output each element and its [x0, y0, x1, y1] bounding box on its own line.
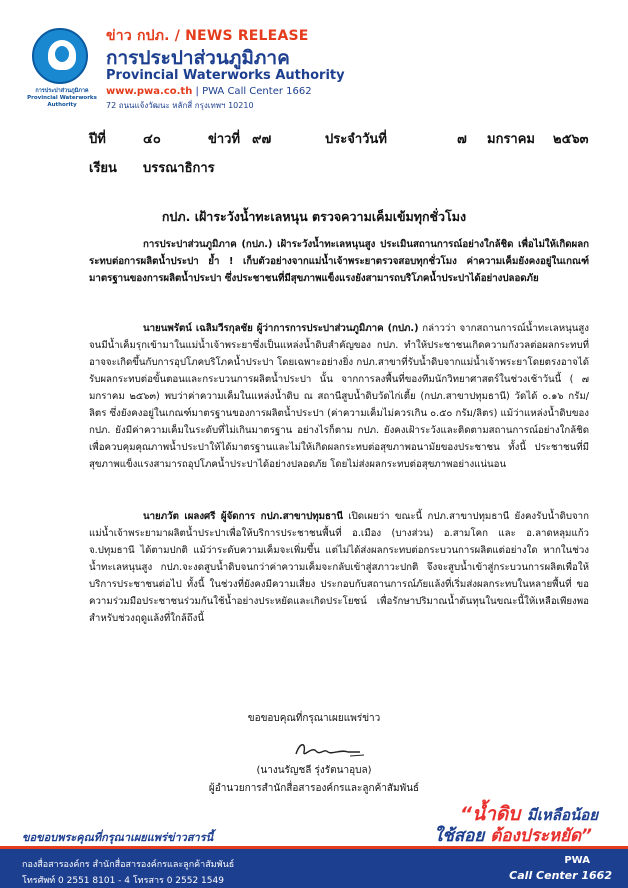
logo-caption-th: การประปาส่วนภูมิภาค — [35, 88, 89, 94]
year-value: ๔๐ — [143, 132, 161, 147]
year-label: ปีที่ — [89, 132, 106, 147]
org-address: 72 ถนนแจ้งวัฒนะ หลักสี่ กรุงเทพฯ 10210 — [106, 101, 254, 110]
footer-call-center: Call Center 1662 — [509, 869, 612, 882]
headline: กปภ. เฝ้าระวังน้ำทะเลหนุน ตรวจความเค็มเข้มทุกชั่วโมง — [161, 209, 467, 224]
logo-caption — [22, 88, 102, 109]
signer-name: (นางนรัญชลี รุ่งรัตนาอุบล) — [256, 765, 372, 776]
date-month: มกราคม — [487, 132, 535, 147]
date-day: ๗ — [457, 132, 467, 147]
footer-gratitude: ขอขอบพระคุณที่กรุณาเผยแพร่ข่าวสารนี้ — [22, 831, 214, 844]
news-release-label: ข่าว กปภ. / NEWS RELEASE — [106, 28, 309, 44]
paragraph-3-lead: นายภวัต เผลงศรี ผู้จัดการ กปภ.สาขาปทุมธานี — [143, 511, 344, 522]
slogan-b1: ใช้สอย — [433, 826, 485, 846]
call-center-text: | PWA Call Center 1662 — [195, 86, 312, 97]
slogan-b2: ต้องประหยัด” — [490, 826, 592, 846]
news-no-label: ข่าวที่ — [208, 132, 241, 147]
paragraph-3-text: เปิดเผยว่า ขณะนี้ กปภ.สาขาปทุมธานี ยังคงรับน้ำดิบจากแม่น้ำเจ้าพระยามาผลิตน้ำประปาเพื่อให้บริการประชาชนพื้นที่ อ.เมือง (บางส่วน) อ.สามโคก และ อ.ลาดหลุมแก้ว จ.ปทุมธานี ได้ตามปกติ แม้ว่าระดับความเค็มจะเพิ่มขึ้น แต่ไม่ได้ส่งผลกระทบต่อกระบวนการผลิตแต่อย่างใด หากในช่วงน้ำทะเลหนุนสูง กปภ.จะงดสูบน้ำดิบจนกว่าค่าความเค็มจะกลับเข้าสู่สภาวะปกติ จึงจะสูบน้ำเข้าสู่กระบวนการผลิตเพื่อให้บริการประชาชนต่อไป ทั้งนี้ ในช่วงที่ยังคงมีความเสี่ยง ประกอบกับสถานการณ์ภัยแล้งที่เริ่มส่งผลกระทบในหลายพื้นที่ ขอความร่วมมือประชาชนร่วมกันใช้น้ำอย่างประหยัดและเกิดประโยชน์ เพื่อรักษาปริมาณน้ำต้นทุนในขณะนี้ให้เหลือเพียงพอสำหรับช่วงฤดูแล้งที่ใกล้ถึงนี้ — [89, 511, 589, 624]
water-drop-icon — [55, 46, 69, 62]
recipient-value: บรรณาธิการ — [143, 161, 215, 176]
thanks-note: ขอขอบคุณที่กรุณาเผยแพร่ข่าว — [247, 713, 381, 724]
date-year: ๒๕๖๓ — [553, 132, 589, 147]
paragraph-3 — [89, 508, 589, 627]
paragraph-1-text: การประปาส่วนภูมิภาค (กปภ.) เฝ้าระวังน้ำทะเลหนุนสูง ประเมินสถานการณ์อย่างใกล้ชิด เพื่อไม่ให้เกิดผลกระทบต่อการผลิตน้ำประปา ย้ำ ! เก็บตัวอย่างจากแม่น้ำเจ้าพระยาตรวจสอบทุกชั่วโมง ค่าความเค็มยังคงอยู่ในเกณฑ์มาตรฐานของการผลิตน้ำประปา ซึ่งประชาชนที่มีสุขภาพแข็งแรงยังสามารถบริโภคน้ำประปาได้อย่างปลอดภัย — [89, 239, 589, 284]
website-link[interactable]: www.pwa.co.th — [106, 86, 193, 97]
footer-stripe — [0, 846, 628, 849]
signature-icon — [290, 740, 370, 762]
org-name-th: การประปาส่วนภูมิภาค — [106, 47, 290, 69]
slogan-line-2 — [434, 822, 592, 849]
pwa-logo-icon — [32, 28, 88, 84]
date-label: ประจำวันที่ — [325, 132, 387, 147]
footer-department: กองสื่อสารองค์กร สำนักสื่อสารองค์กรและลูกค้าสัมพันธ์ — [22, 860, 235, 870]
footer-phone: โทรศัพท์ 0 2551 8101 - 4 โทรสาร 0 2552 1549 — [22, 876, 224, 886]
slogan-a2: มีเหลือน้อย — [526, 806, 598, 824]
org-name-en: Provincial Waterworks Authority — [106, 68, 345, 83]
paragraph-2-lead: นายนพรัตน์ เฉลิมวีรกุลชัย ผู้ว่าการการประปาส่วนภูมิภาค (กปภ.) — [143, 323, 419, 334]
slogan-a1: “น้ำดิบ — [459, 803, 521, 825]
paragraph-1 — [89, 236, 589, 287]
footer-pwa-label: PWA — [564, 855, 590, 866]
logo-caption-en: Provincial Waterworks Authority — [27, 95, 97, 108]
signer-title: ผู้อำนวยการสำนักสื่อสารองค์กรและลูกค้าสัมพันธ์ — [208, 783, 420, 794]
recipient-label: เรียน — [89, 161, 117, 176]
paragraph-2-text: กล่าวว่า จากสถานการณ์น้ำทะเลหนุนสูง จนมีน้ำเค็มรุกเข้ามาในแม่น้ำเจ้าพระยาซึ่งเป็นแหล่งน้ำดิบสำคัญของ กปภ. ทำให้ประชาชนเกิดความกังวลต่อผลกระทบที่อาจจะเกิดขึ้นกับการอุปโภคบริโภคน้ำประปา โดยเฉพาะอย่างยิ่ง กปภ.สาขาที่รับน้ำดิบจากแม่น้ำเจ้าพระยาโดยตรงอาจได้รับผลกระทบต่อขั้นตอนและกระบวนการผลิตน้ำประปา นั้น จากการลงพื้นที่ของทีมนักวิทยาศาสตร์ในช่วงเช้าวันนี้ ( ๗ มกราคม ๒๕๖๓) พบว่าค่าความเค็มในแหล่งน้ำดิบ ณ สถานีสูบน้ำดิบวัดไก่เตี้ย (กปภ.สาขาปทุมธานี) วัดได้ ๐.๑๖ กรัม/ลิตร ซึ่งยังคงอยู่ในเกณฑ์มาตรฐานของการผลิตน้ำประปา (ค่าความเค็มไม่ควรเกิน ๐.๕๐ กรัม/ลิตร) แม้ว่าแหล่งน้ำดิบของ กปภ. ยังมีค่าความเค็มในระดับที่ไม่เกินมาตรฐาน อย่างไรก็ตาม กปภ. ยังคงเฝ้าระวังและติดตามสถานการณ์อย่างใกล้ชิด เพื่อควบคุมคุณภาพน้ำประปาให้ได้มาตรฐานและไม่ให้เกิดผลกระทบต่อสุขภาพอนามัยของประชาชน ทั้งนี้ ประชาชนที่มีสุขภาพแข็งแรงสามารถอุปโภคน้ำประปาได้อย่างปลอดภัย โดยไม่ส่งผลกระทบต่อสุขภาพอย่างแน่นอน — [89, 323, 589, 470]
website-line — [106, 86, 312, 97]
paragraph-2 — [89, 320, 589, 473]
news-no-value: ๙๗ — [252, 132, 272, 147]
